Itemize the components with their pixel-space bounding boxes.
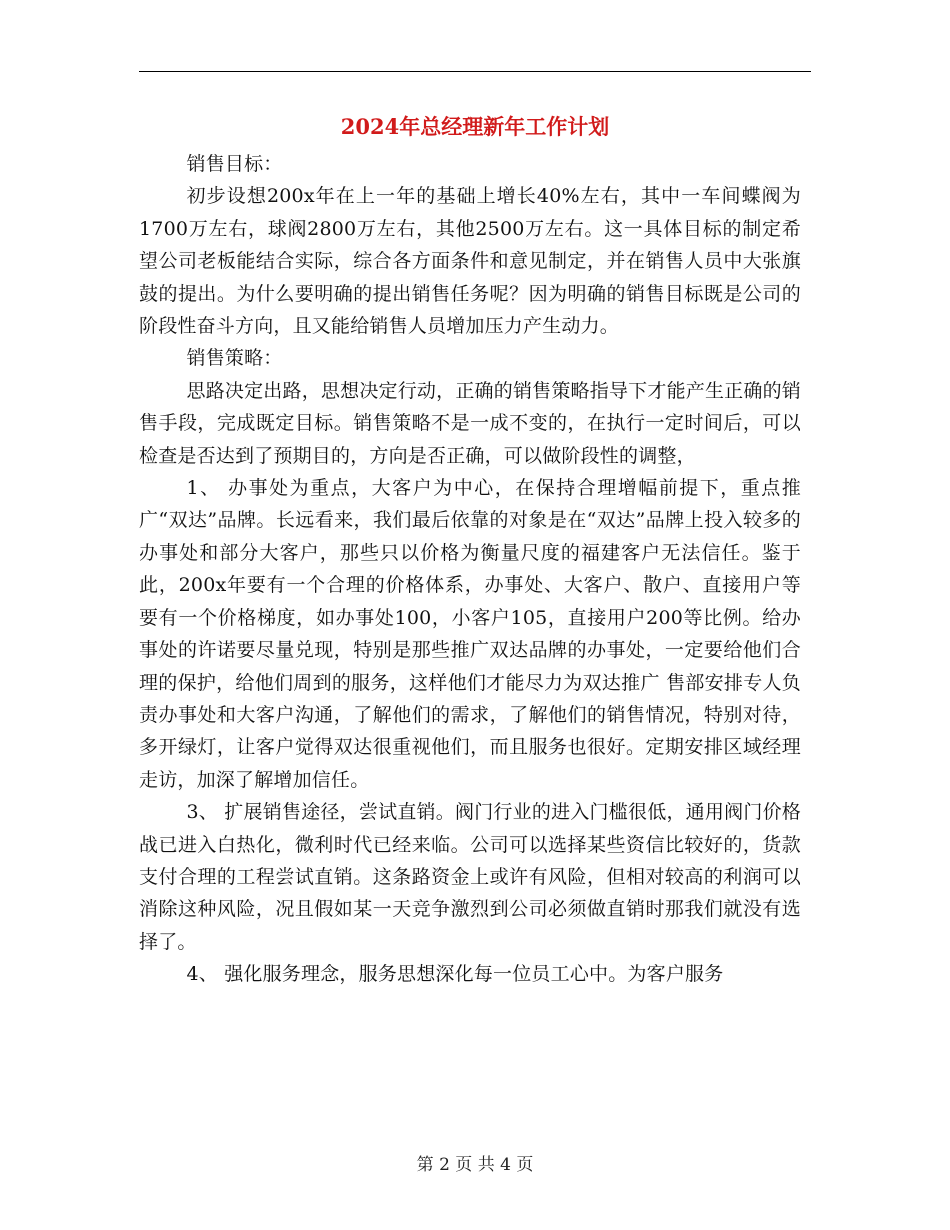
sales-strategy-paragraph: 思路决定出路，思想决定行动，正确的销售策略指导下才能产生正确的销售手段，完成既定目标。销售策略不是一成不变的，在执行一定时间后，可以检查是否达到了预期目的，方向是否正确，可以做阶段性的调整， (139, 379, 801, 467)
document-body (139, 148, 801, 991)
sales-target-paragraph: 初步设想200x年在上一年的基础上增长40%左右，其中一车间蝶阀为1700万左右，球阀2800万左右，其他2500万左右。这一具体目标的制定希望公司老板能结合实际，综合各方面条件和意见制定，并在销售人员中大张旗鼓的提出。为什么要明确的提出销售任务呢？因为明确的销售目标既是公司的阶段性奋斗方向，且又能给销售人员增加压力产生动力。 (139, 185, 801, 338)
sales-strategy-heading: 销售策略： (186, 347, 283, 370)
document-title: 2024年总经理新年工作计划 (340, 114, 610, 139)
strategy-item-4: 4、 强化服务理念，服务思想深化每一位员工心中。为客户服务 (186, 963, 724, 986)
header-rule (139, 71, 811, 72)
page-footer: 第 2 页 共 4 页 (416, 1155, 534, 1175)
sales-target-heading: 销售目标： (186, 153, 283, 175)
strategy-item-1: 1、 办事处为重点，大客户为中心，在保持合理增幅前提下，重点推广“双达”品牌。长远看来，我们最后依靠的对象是在“双达”品牌上投入较多的办事处和部分大客户，那些只以价格为衡量尺度的福建客户无法信任。鉴于此，200x年要有一个合理的价格体系，办事处、大客户、散户、直接用户等要有一个价格梯度，如办事处100，小客户105，直接用户200等比例。给办事处的许诺要尽量兑现，特别是那些推广双达品牌的办事处，一定要给他们合理的保护，给他们周到的服务，这样他们才能尽力为双达推广 售部安排专人负责办事处和大客户沟通，了解他们的需求，了解他们的销售情况，特别对待，多开绿灯，让客户觉得双达很重视他们，而且服务也很好。定期安排区域经理走访，加深了解增加信任。 (139, 477, 801, 791)
strategy-item-3: 3、 扩展销售途径，尝试直销。阀门行业的进入门槛很低，通用阀门价格战已进入白热化，微利时代已经来临。公司可以选择某些资信比较好的，货款支付合理的工程尝试直销。这条路资金上或许有风险，但相对较高的利润可以消除这种风险，况且假如某一天竞争激烈到公司必须做直销时那我们就没有选择了。 (139, 801, 801, 953)
